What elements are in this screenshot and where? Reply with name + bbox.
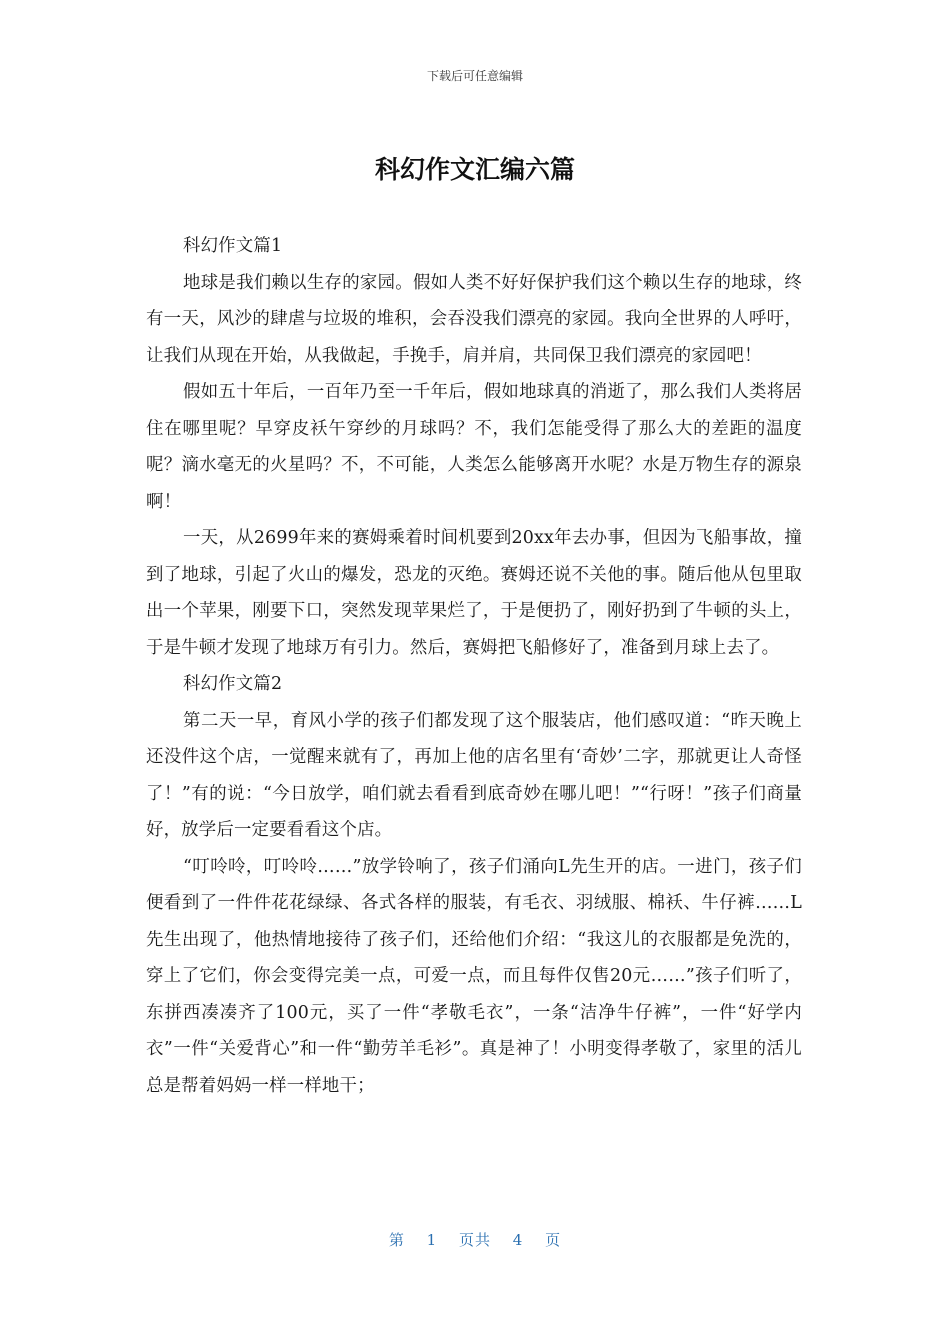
- paragraph: “叮呤呤，叮呤呤……”放学铃响了，孩子们涌向L先生开的店。一进门，孩子们便看到了一件件花花绿绿、各式各样的服装，有毛衣、羽绒服、棉袄、牛仔裤……L先生出现了，他热情地接待了孩子们，还给他们介绍：“我这儿的衣服都是免洗的，穿上了它们，你会变得完美一点，可爱一点，而且每件仅售20元……”孩子们听了，东拼西凑凑齐了100元，买了一件“孝敬毛衣”，一条“洁净牛仔裤”，一件“好学内衣”一件“关爱背心”和一件“勤劳羊毛衫”。真是神了！小明变得孝敬了，家里的活儿总是帮着妈妈一样一样地干；: [146, 856, 802, 1096]
- paragraph: 假如五十年后，一百年乃至一千年后，假如地球真的消逝了，那么我们人类将居住在哪里呢？早穿皮袄午穿纱的月球吗？不，我们怎能受得了那么大的差距的温度呢？滴水毫无的火星吗？不，不可能，人类怎么能够离开水呢？水是万物生存的源泉啊！: [146, 382, 802, 512]
- document-body: [146, 228, 802, 1104]
- footer-label-page: 第: [388, 1231, 405, 1249]
- footer-current-page: 1: [426, 1231, 438, 1249]
- header-note: 下载后可任意编辑: [426, 69, 523, 83]
- section-heading-1: 科幻作文篇1: [183, 236, 283, 256]
- paragraph: 一天，从2699年来的赛姆乘着时间机要到20xx年去办事，但因为飞船事故，撞到了地球，引起了火山的爆发，恐龙的灭绝。赛姆还说不关他的事。随后他从包里取出一个苹果，刚要下口，突然发现苹果烂了，于是便扔了，刚好扔到了牛顿的头上，于是牛顿才发现了地球万有引力。然后，赛姆把飞船修好了，准备到月球上去了。: [146, 528, 802, 658]
- paragraph: 第二天一早，育风小学的孩子们都发现了这个服装店，他们感叹道：“昨天晚上还没件这个店，一觉醒来就有了，再加上他的店名里有‘奇妙’二字，那就更让人奇怪了！”有的说：“今日放学，咱们就去看看到底奇妙在哪儿吧！”“行呀！”孩子们商量好，放学后一定要看看这个店。: [146, 710, 802, 840]
- footer-label-of: 页共: [458, 1231, 491, 1249]
- footer-label-pages: 页: [545, 1231, 562, 1249]
- footer-total-pages: 4: [512, 1231, 524, 1249]
- paragraph: 地球是我们赖以生存的家园。假如人类不好好保护我们这个赖以生存的地球，终有一天，风沙的肆虐与垃圾的堆积，会吞没我们漂亮的家园。我向全世界的人呼吁，让我们从现在开始，从我做起，手挽手，肩并肩，共同保卫我们漂亮的家园吧！: [146, 272, 802, 366]
- document-title: 科幻作文汇编六篇: [374, 155, 575, 184]
- page-footer: [0, 1229, 950, 1250]
- section-heading-2: 科幻作文篇2: [183, 674, 283, 694]
